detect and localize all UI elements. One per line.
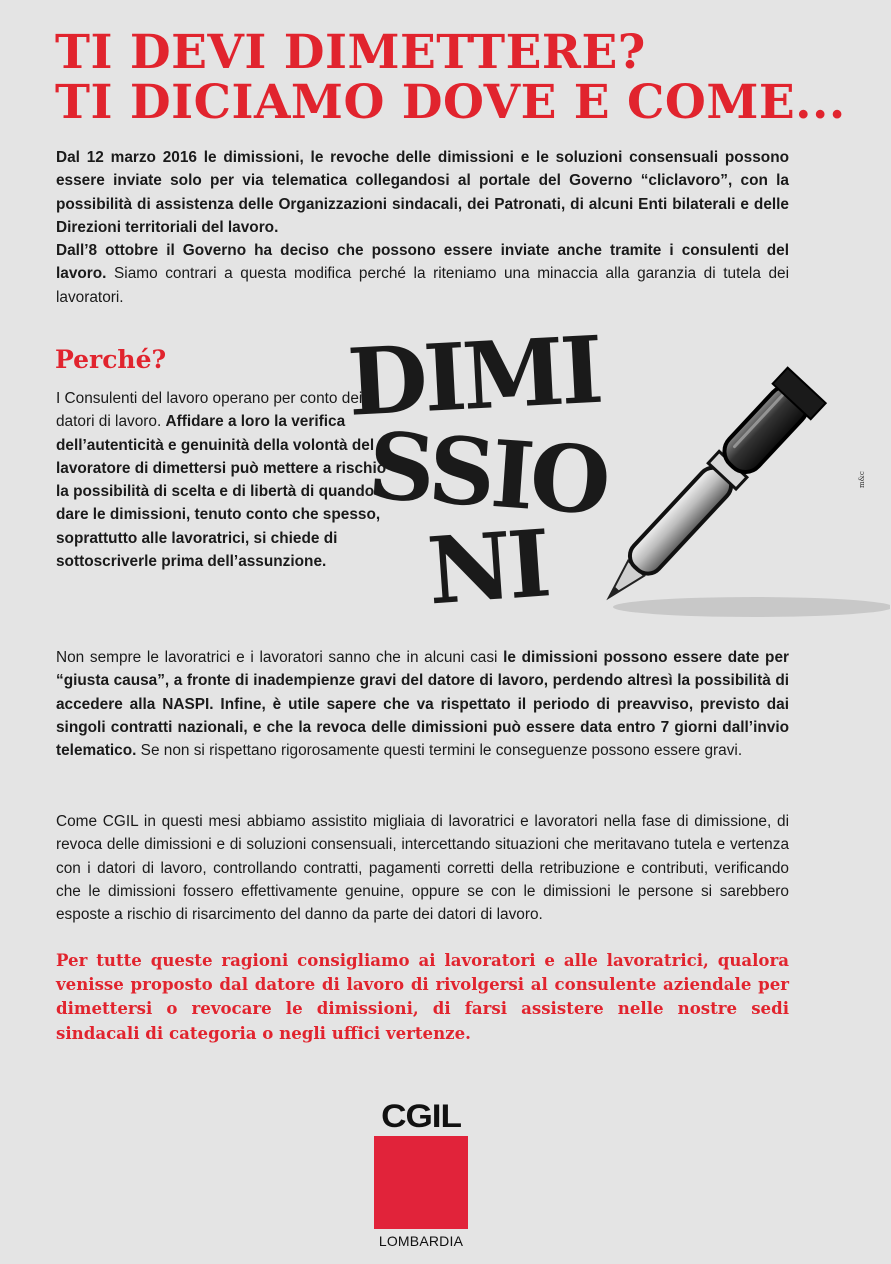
dimissioni-letters — [345, 316, 611, 626]
page-title — [55, 25, 846, 130]
logo-name: CGIL — [381, 1098, 461, 1134]
cgil-paragraph: Come CGIL in questi mesi abbiamo assistito migliaia di lavoratrici e lavoratori nella fase di dimissione, di revoca delle dimissioni e di soluzioni consensuali, intercettando situazioni che meritavano tutela e vertenza con i datori di lavoro, controllando contratti, pagamenti corretti della retribuzione e contributi, verificando che le dimissioni fossero effettivamente genuine, oppure se con le dimissioni le persone si sarebbero esposte a rischio di risarcimento del danno da parte dei datori di lavoro. — [56, 813, 789, 924]
dimissioni-line-3: NI — [424, 509, 551, 626]
perche-normal-text: I Consulenti del lavoro operano per conto dei datori di lavoro. — [56, 390, 363, 431]
title-line-2: TI DICIAMO DOVE E COME... — [55, 75, 846, 130]
title-line-1: TI DEVI DIMETTERE? — [55, 25, 646, 80]
logo-region: LOMBARDIA — [378, 1233, 464, 1249]
logo-red-square — [374, 1136, 468, 1229]
intro-paragraph — [56, 146, 789, 309]
casi-normal-text: Non sempre le lavoratrici e i lavoratori sanno che in alcuni casi — [56, 649, 504, 666]
intro-bold-text: Dal 12 marzo 2016 le dimissioni, le revoche delle dimissioni e le soluzioni consensuali possono essere inviate solo per via telematica collegandosi al portale del Governo “cliclavoro”, con la possibilità di assistenza delle Organizzazioni sindacali, dei Patronati, di alcuni Enti bilaterali e delle Direzioni territoriali del lavoro. — [56, 149, 789, 236]
casi-paragraph — [56, 646, 789, 762]
pen-icon — [582, 368, 890, 630]
intro-normal-text: Siamo contrari a questa modifica perché la riteniamo una minaccia alla garanzia di tutela dei lavoratori. — [56, 265, 789, 306]
casi-bold-text: le dimissioni possono essere date per “giusta causa”, a fronte di inadempienze gravi del datore di lavoro, perdendo altresì la possibilità di accedere alla NASPI. Infine, è utile sapere che va rispettato il periodo di preavviso, previsto dai singoli contratti nazionali, e che la revoca delle dimissioni può essere data entro 7 giorni dall’invio telematico. — [56, 649, 789, 760]
dimissioni-line-2: SSIO — [364, 411, 610, 536]
casi-normal-text-2: Se non si rispettano rigorosamente questi termini le conseguenze possono essere gravi. — [136, 742, 743, 760]
perche-bold-text: Affidare a loro la verifica dell’autenticità e genuinità della volontà del lavoratore di dimettersi può mettere a rischio la possibilità di scelta e di libertà di quando dare le dimissioni, tenuto conto che spesso, soprattutto alle lavoratrici, si chiede di sottoscriverle prima dell’assunzione. — [56, 413, 387, 571]
cgil-logo — [374, 1100, 468, 1249]
perche-heading: Perché? — [55, 345, 167, 374]
artwork-credit: m&c — [858, 471, 866, 488]
intro-bold-text-2: Dall’8 ottobre il Governo ha deciso che possono essere inviate anche tramite i consulenti del lavoro. — [56, 242, 789, 283]
dimissioni-line-1: DIMI — [345, 315, 603, 437]
closing-paragraph: Per tutte queste ragioni consigliamo ai lavoratori e alle lavoratrici, qualora venisse proposto dal datore di lavoro di rivolgersi al consulente aziendale per dimettersi o revocare le dimissioni, di farsi assistere nelle nostre sedi sindacali di categoria o negli uffici vertenze. — [56, 950, 789, 1043]
dimissioni-artwork — [330, 300, 890, 630]
